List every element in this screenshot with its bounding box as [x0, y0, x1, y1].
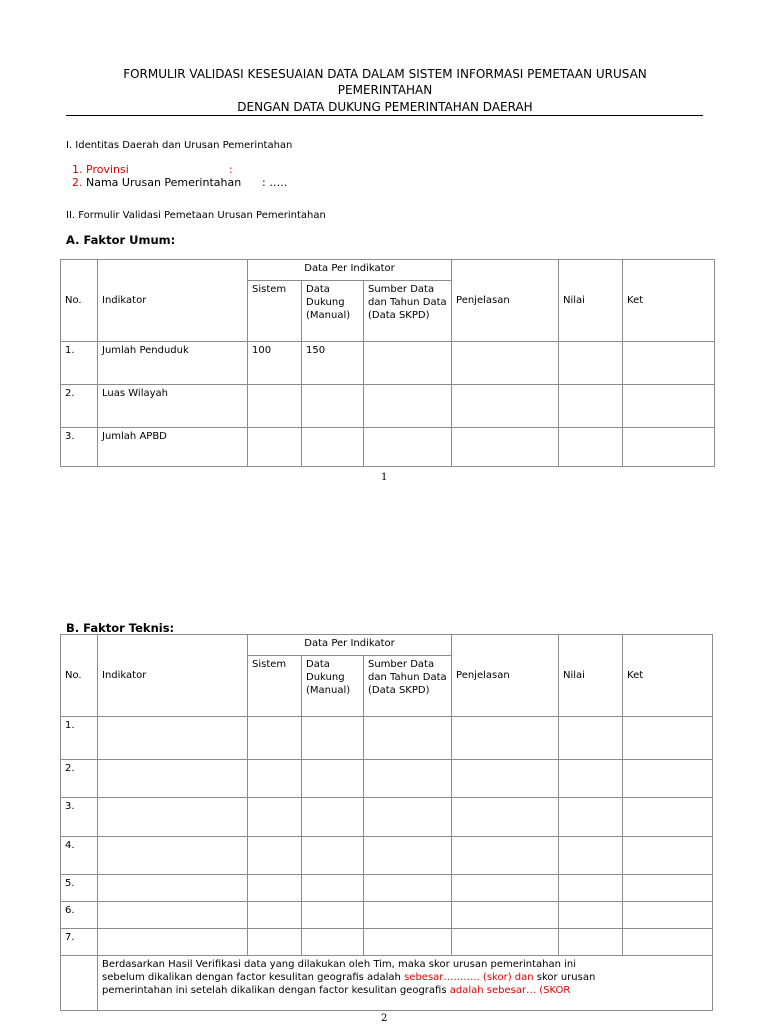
row-data-dukung — [302, 428, 364, 467]
table-row — [61, 875, 713, 902]
row-indikator: Luas Wilayah — [98, 385, 248, 428]
header-sistem: Sistem — [248, 656, 302, 717]
row-no: 5. — [61, 875, 98, 902]
nama-urusan-number: 2. — [72, 176, 83, 189]
nama-urusan-row — [72, 176, 288, 189]
nama-urusan-value: : ….. — [262, 176, 288, 189]
row-ket — [623, 428, 715, 467]
note-line1: Berdasarkan Hasil Verifikasi data yang dilakukan oleh Tim, maka skor urusan pemerintahan ini — [102, 959, 577, 970]
row-data-dukung: 150 — [302, 342, 364, 385]
note-skor-sesudah: adalah sebesar… (SKOR — [449, 985, 571, 996]
row-indikator: Jumlah Penduduk — [98, 342, 248, 385]
form-title-line3: DENGAN DATA DUKUNG PEMERINTAHAN DAERAH — [237, 100, 533, 114]
header-indikator: Indikator — [98, 635, 248, 717]
table-header-row — [61, 635, 713, 656]
header-sumber-data: Sumber Data dan Tahun Data (Data SKPD) — [364, 281, 452, 342]
table-row — [61, 342, 715, 385]
row-no: 2. — [61, 385, 98, 428]
header-nilai: Nilai — [559, 260, 623, 342]
provinsi-row — [72, 163, 233, 176]
table-header-row — [61, 260, 715, 281]
note-line3: pemerintahan ini setelah dikalikan dengan factor kesulitan geografis adalah sebesar… (SKOR — [102, 985, 571, 996]
provinsi-number: 1. — [72, 163, 83, 176]
faktor-umum-table — [60, 259, 715, 467]
header-ket: Ket — [623, 260, 715, 342]
page-number: 1 — [381, 472, 388, 483]
header-ket: Ket — [623, 635, 713, 717]
faktor-teknis-title: B. Faktor Teknis: — [66, 621, 175, 635]
row-data-dukung — [302, 385, 364, 428]
header-penjelasan: Penjelasan — [452, 260, 559, 342]
section-formulir-heading: II. Formulir Validasi Pemetaan Urusan Pemerintahan — [66, 210, 326, 221]
row-nilai — [559, 428, 623, 467]
row-sumber-data — [364, 428, 452, 467]
table-row — [61, 837, 713, 875]
row-sistem: 100 — [248, 342, 302, 385]
page-number: 2 — [381, 1013, 388, 1024]
table-row — [61, 760, 713, 798]
row-sumber-data — [364, 385, 452, 428]
row-no: 6. — [61, 902, 98, 929]
header-sumber-data: Sumber Data dan Tahun Data (Data SKPD) — [364, 656, 452, 717]
note-skor-sebelum: sebesar……….. (skor) dan — [404, 972, 534, 983]
table-row — [61, 428, 715, 467]
row-penjelasan — [452, 385, 559, 428]
nama-urusan-label: Nama Urusan Pemerintahan — [86, 176, 242, 189]
faktor-umum-title: A. Faktor Umum: — [66, 233, 176, 247]
row-indikator: Jumlah APBD — [98, 428, 248, 467]
header-data-per-indikator: Data Per Indikator — [248, 635, 452, 656]
section-identitas-heading: I. Identitas Daerah dan Urusan Pemerintahan — [66, 140, 293, 151]
table-row — [61, 902, 713, 929]
row-no: 7. — [61, 929, 98, 956]
table-row — [61, 385, 715, 428]
header-penjelasan: Penjelasan — [452, 635, 559, 717]
row-penjelasan — [452, 428, 559, 467]
header-data-dukung: Data Dukung (Manual) — [302, 281, 364, 342]
header-data-dukung: Data Dukung (Manual) — [302, 656, 364, 717]
row-ket — [623, 385, 715, 428]
header-sistem: Sistem — [248, 281, 302, 342]
verification-note — [98, 956, 713, 1011]
form-title-line2: PEMERINTAHAN — [337, 83, 433, 97]
header-nilai: Nilai — [559, 635, 623, 717]
row-no: 4. — [61, 837, 98, 875]
form-title-line1: FORMULIR VALIDASI KESESUAIAN DATA DALAM SISTEM INFORMASI PEMETAAN URUSAN — [123, 67, 647, 81]
row-no: 3. — [61, 798, 98, 837]
row-no: 3. — [61, 428, 98, 467]
header-no: No. — [61, 260, 98, 342]
table-row — [61, 717, 713, 760]
header-no: No. — [61, 635, 98, 717]
provinsi-label: Provinsi — [86, 163, 129, 176]
row-no: 1. — [61, 342, 98, 385]
note-line2: sebelum dikalikan dengan factor kesulitan geografis adalah sebesar……….. (skor) dan skor urusan — [102, 972, 596, 983]
provinsi-colon: : — [229, 163, 233, 176]
verification-note-row — [61, 956, 713, 1011]
row-sumber-data — [364, 342, 452, 385]
row-no: 1. — [61, 717, 98, 760]
row-no: 2. — [61, 760, 98, 798]
row-nilai — [559, 385, 623, 428]
row-ket — [623, 342, 715, 385]
row-nilai — [559, 342, 623, 385]
table-row — [61, 798, 713, 837]
header-indikator: Indikator — [98, 260, 248, 342]
title-divider — [66, 115, 703, 116]
row-sistem — [248, 385, 302, 428]
row-penjelasan — [452, 342, 559, 385]
table-row — [61, 929, 713, 956]
row-sistem — [248, 428, 302, 467]
faktor-teknis-table — [60, 634, 713, 1011]
header-data-per-indikator: Data Per Indikator — [248, 260, 452, 281]
